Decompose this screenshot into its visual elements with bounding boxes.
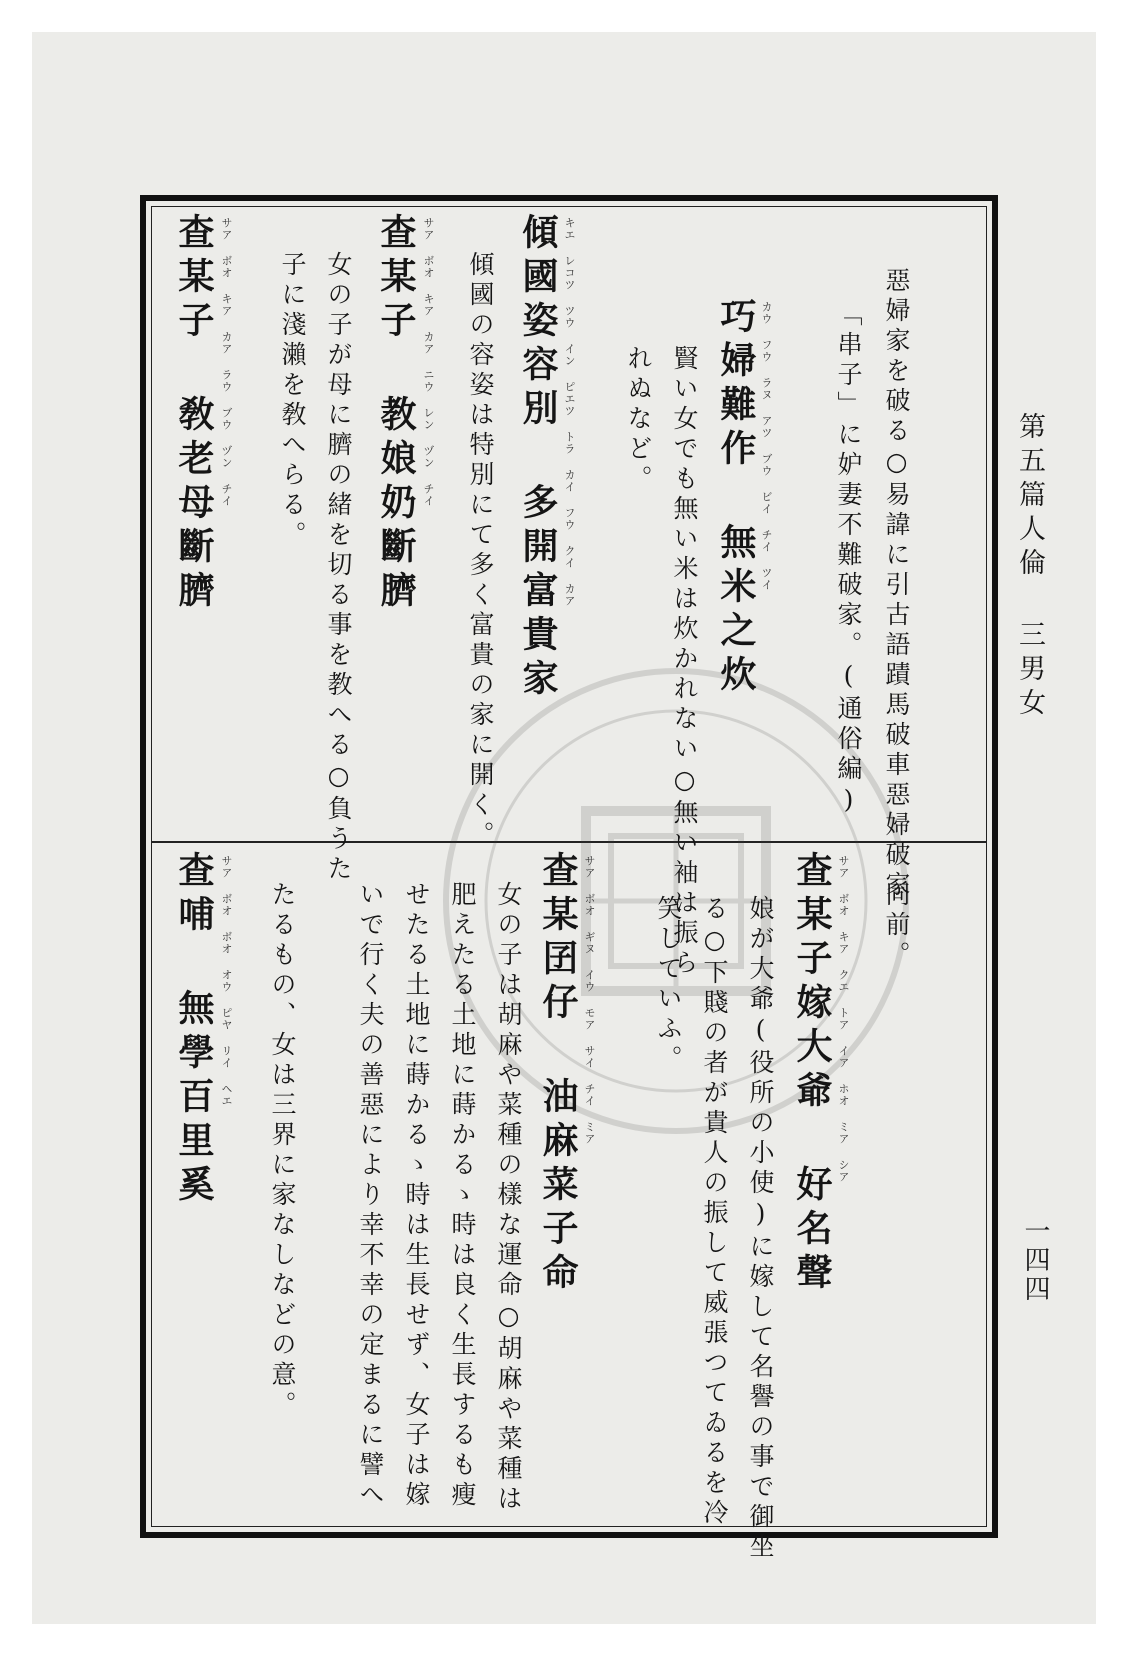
- text-column: 笑していふ。: [654, 895, 683, 1075]
- text-column: 女の子は胡麻や菜種の樣な運命○胡麻や菜種は: [494, 881, 523, 1515]
- text-column: いで行く夫の善惡により幸不幸の定まるに譬へ: [356, 881, 385, 1511]
- proverb-heading: 查某子 敎老母斷臍: [173, 213, 215, 615]
- proverb-heading: 巧婦難作 無米之炊: [715, 297, 757, 699]
- page-number: 一四四: [1020, 1217, 1050, 1304]
- text-column: 子に淺瀨を敎へらる。: [278, 251, 307, 551]
- ruby-annotation: サア ボオ キア カア ニウ レン ヅン チイ: [422, 217, 435, 507]
- proverb-heading: 查某囝仔 油麻菜子命: [537, 851, 579, 1297]
- proverb-heading: 查某子嫁大爺 好名聲: [791, 851, 833, 1297]
- proverb-heading: 傾國姿容別 多開富貴家: [517, 213, 559, 703]
- section-divider: [151, 841, 987, 843]
- text-column: せたる土地に蒔かるゝ時は生長せず、女子は嫁: [402, 881, 431, 1511]
- text-column: る○下賤の者が貴人の振して威張つてゐるを冷: [700, 895, 729, 1529]
- text-column: 肥えたる土地に蒔かるゝ時は良く生長するも瘦: [448, 881, 477, 1511]
- ruby-annotation: キエ レコツ ツウ イン ピエツ トラ カイ フウ クイ カア: [563, 217, 576, 607]
- text-column: れぬなど。: [624, 345, 653, 495]
- text-column: たるもの、女は三界に家なしなどの意。: [268, 881, 297, 1421]
- text-frame: [140, 195, 998, 1563]
- text-column: 「串子」に妒妻不難破家。(通俗編): [834, 301, 863, 819]
- proverb-heading: 查某子 教娘奶斷臍: [375, 213, 417, 615]
- text-column: 傾國の容姿は特別にて多く富貴の家に開く。: [466, 251, 495, 851]
- ruby-annotation: カウ フウ ラヌ アツ ブウ ビイ チイ ツイ: [760, 301, 773, 591]
- proverb-heading: 查哺 無學百里奚: [173, 851, 215, 1209]
- text-column: 同前。: [882, 881, 911, 971]
- running-header: 第五篇人倫 三男女: [1014, 412, 1045, 722]
- ruby-annotation: サア ボオ キア クエ トア イア ホオ ミア シア: [837, 855, 850, 1183]
- text-column: 娘が大爺(役所の小使)に嫁して名譽の事で御坐: [746, 895, 775, 1563]
- text-column: 惡婦家を破る○易諱に引古語蹟馬破車惡婦破家: [882, 267, 911, 901]
- ruby-annotation: サア ボオ ボオ オウ ピヤ リイ ヘエ: [220, 855, 233, 1107]
- text-column: 賢い女でも無い米は炊かれない○無い袖は振ら: [670, 345, 699, 979]
- text-column: 女の子が母に臍の緒を切る事を教へる○負うた: [324, 251, 353, 885]
- scanned-page: [32, 32, 1096, 1624]
- ruby-annotation: サア ボオ キア カア ラウ ブウ ヅン チイ: [220, 217, 233, 507]
- ruby-annotation: サア ボオ ギヌ イウ モア サイ チイ ミア: [583, 855, 596, 1145]
